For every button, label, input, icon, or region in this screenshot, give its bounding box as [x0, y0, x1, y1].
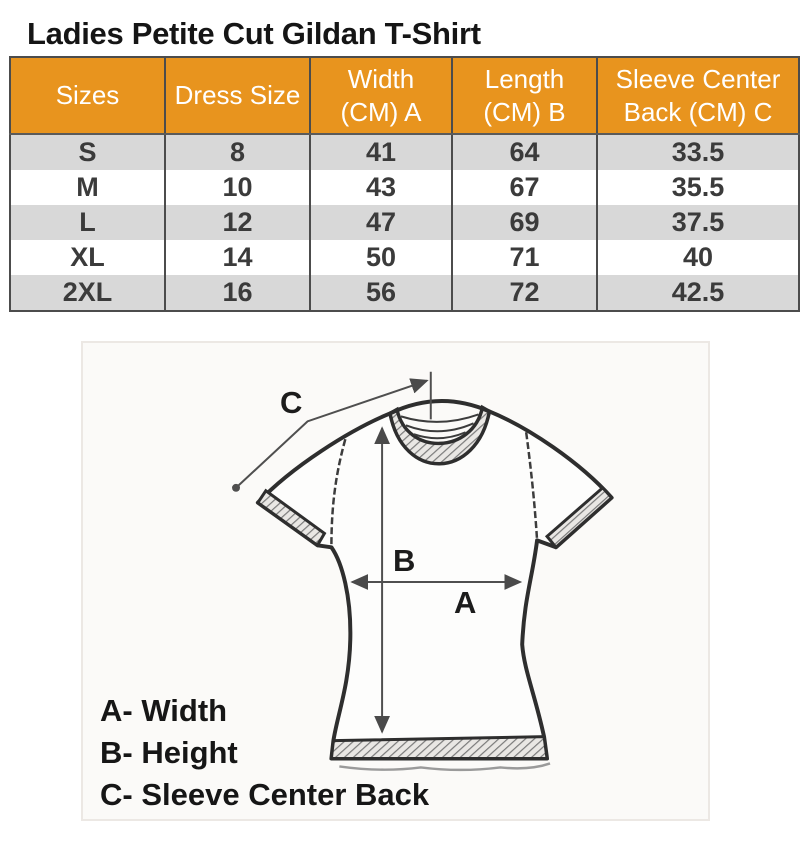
cell-size: XL	[10, 240, 165, 275]
marker-label-b: B	[393, 543, 416, 578]
legend-sleeve-center-back: C- Sleeve Center Back	[100, 777, 430, 812]
marker-label-a: A	[454, 585, 477, 620]
col-header-dress-size	[165, 57, 310, 134]
col-header-line: Dress Size	[174, 80, 301, 110]
col-header-width	[310, 57, 452, 134]
table-row	[10, 170, 799, 205]
col-header-line: Width	[347, 63, 415, 94]
col-header-line: Length	[484, 63, 565, 94]
cell-width: 41	[310, 134, 452, 170]
cell-size: S	[10, 134, 165, 170]
cell-width: 43	[310, 170, 452, 205]
legend-width: A- Width	[100, 693, 228, 728]
table-row	[10, 134, 799, 170]
cell-size: 2XL	[10, 275, 165, 311]
page-title: Ladies Petite Cut Gildan T-Shirt	[27, 16, 481, 51]
cell-dress-size: 8	[165, 134, 310, 170]
legend-height: B- Height	[100, 735, 238, 770]
cell-width: 47	[310, 205, 452, 240]
col-header-sleeve-center-back	[597, 57, 799, 134]
cell-sleeve: 35.5	[597, 170, 799, 205]
col-header-line: (CM) B	[483, 96, 566, 127]
measure-c-endpoint	[232, 484, 240, 492]
col-header-length	[452, 57, 597, 134]
cell-dress-size: 14	[165, 240, 310, 275]
table-row	[10, 205, 799, 240]
table-row	[10, 275, 799, 311]
col-header-line: (CM) A	[340, 96, 422, 127]
col-header-line: Sleeve Center	[615, 63, 781, 94]
cell-sleeve: 33.5	[597, 134, 799, 170]
marker-label-c: C	[280, 385, 303, 420]
cell-length: 71	[452, 240, 597, 275]
size-table	[9, 56, 800, 312]
measurement-diagram	[81, 341, 710, 821]
table-row	[10, 240, 799, 275]
col-header-line: Back (CM) C	[623, 96, 773, 127]
cell-length: 72	[452, 275, 597, 311]
cell-sleeve: 40	[597, 240, 799, 275]
cell-sleeve: 42.5	[597, 275, 799, 311]
cell-width: 50	[310, 240, 452, 275]
cell-length: 64	[452, 134, 597, 170]
cell-size: L	[10, 205, 165, 240]
diagram-legend	[100, 690, 429, 816]
cell-dress-size: 10	[165, 170, 310, 205]
cell-dress-size: 16	[165, 275, 310, 311]
cell-dress-size: 12	[165, 205, 310, 240]
cell-size: M	[10, 170, 165, 205]
size-table-header-row	[10, 57, 799, 134]
col-header-sizes	[10, 57, 165, 134]
cell-length: 67	[452, 170, 597, 205]
cell-length: 69	[452, 205, 597, 240]
cell-sleeve: 37.5	[597, 205, 799, 240]
cell-width: 56	[310, 275, 452, 311]
col-header-line: Sizes	[55, 80, 120, 110]
